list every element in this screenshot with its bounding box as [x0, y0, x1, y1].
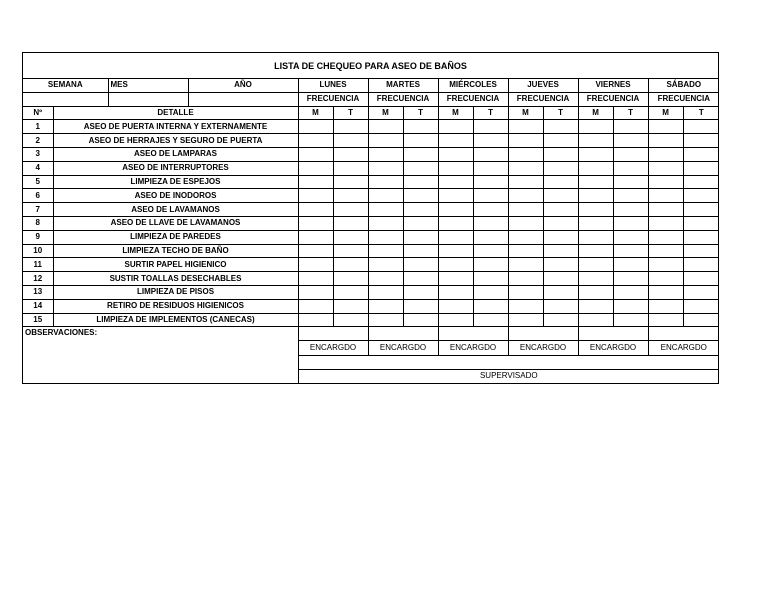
check-cell[interactable]: [613, 230, 648, 244]
check-cell[interactable]: [613, 203, 648, 217]
item-number: 9: [23, 230, 53, 244]
signature-cell[interactable]: [648, 327, 719, 341]
check-cell[interactable]: [543, 272, 578, 286]
check-cell[interactable]: [473, 134, 508, 148]
shift-m-header: M: [368, 106, 403, 120]
shift-m-header: M: [508, 106, 543, 120]
check-cell[interactable]: [578, 285, 613, 299]
check-cell[interactable]: [438, 244, 473, 258]
signature-cell[interactable]: [508, 327, 578, 341]
check-cell[interactable]: [578, 258, 613, 272]
check-cell[interactable]: [508, 161, 543, 175]
check-cell[interactable]: [438, 272, 473, 286]
check-cell[interactable]: [613, 285, 648, 299]
check-cell[interactable]: [333, 134, 368, 148]
encargado-label: ENCARGDO: [508, 341, 578, 356]
check-cell[interactable]: [438, 134, 473, 148]
check-cell[interactable]: [683, 189, 719, 203]
checklist-row: [23, 313, 719, 327]
check-cell[interactable]: [683, 244, 719, 258]
check-cell[interactable]: [578, 134, 613, 148]
check-cell[interactable]: [613, 258, 648, 272]
check-cell[interactable]: [543, 216, 578, 230]
check-cell[interactable]: [403, 216, 438, 230]
shift-m-header: M: [438, 106, 473, 120]
check-cell[interactable]: [438, 161, 473, 175]
check-cell[interactable]: [368, 216, 403, 230]
check-cell[interactable]: [578, 120, 613, 134]
check-cell[interactable]: [298, 203, 333, 217]
checklist-row: [23, 147, 719, 161]
check-cell[interactable]: [473, 147, 508, 161]
check-cell[interactable]: [333, 216, 368, 230]
encargado-label: ENCARGDO: [578, 341, 648, 356]
check-cell[interactable]: [543, 285, 578, 299]
check-cell[interactable]: [648, 120, 683, 134]
checklist-row: [23, 134, 719, 148]
item-number: 13: [23, 285, 53, 299]
check-cell[interactable]: [438, 258, 473, 272]
check-cell[interactable]: [613, 216, 648, 230]
check-cell[interactable]: [683, 175, 719, 189]
check-cell[interactable]: [508, 299, 543, 313]
check-cell[interactable]: [613, 134, 648, 148]
check-cell[interactable]: [368, 258, 403, 272]
check-cell[interactable]: [508, 147, 543, 161]
header-row-days: [23, 79, 719, 92]
check-cell[interactable]: [333, 120, 368, 134]
day-header-0: LUNES: [298, 79, 368, 92]
supervisor-signature-cell[interactable]: [298, 356, 719, 370]
checklist-sheet: [22, 52, 719, 384]
check-cell[interactable]: [438, 189, 473, 203]
shift-t-header: T: [613, 106, 648, 120]
check-cell[interactable]: [578, 216, 613, 230]
semana-label: SEMANA: [23, 79, 108, 92]
check-cell[interactable]: [648, 299, 683, 313]
check-cell[interactable]: [473, 258, 508, 272]
header-row-frecuencia: [23, 92, 719, 106]
check-cell[interactable]: [648, 258, 683, 272]
item-detalle: ASEO DE INTERRUPTORES: [53, 161, 298, 175]
item-number: 15: [23, 313, 53, 327]
checklist-row: [23, 230, 719, 244]
check-cell[interactable]: [368, 134, 403, 148]
item-number: 7: [23, 203, 53, 217]
check-cell[interactable]: [613, 175, 648, 189]
shift-m-header: M: [648, 106, 683, 120]
checklist-row: [23, 299, 719, 313]
check-cell[interactable]: [298, 134, 333, 148]
check-cell[interactable]: [473, 299, 508, 313]
frecuencia-label-3: FRECUENCIA: [508, 92, 578, 106]
check-cell[interactable]: [578, 230, 613, 244]
check-cell[interactable]: [508, 244, 543, 258]
check-cell[interactable]: [438, 285, 473, 299]
check-cell[interactable]: [368, 313, 403, 327]
check-cell[interactable]: [683, 313, 719, 327]
check-cell[interactable]: [473, 313, 508, 327]
check-cell[interactable]: [368, 120, 403, 134]
check-cell[interactable]: [508, 189, 543, 203]
footer-row-blank: [23, 327, 719, 341]
checklist-row: [23, 244, 719, 258]
check-cell[interactable]: [333, 285, 368, 299]
check-cell[interactable]: [368, 272, 403, 286]
item-detalle: ASEO DE HERRAJES Y SEGURO DE PUERTA: [53, 134, 298, 148]
check-cell[interactable]: [508, 134, 543, 148]
item-number: 5: [23, 175, 53, 189]
header-row-detalle: [23, 106, 719, 120]
check-cell[interactable]: [403, 134, 438, 148]
encargado-label: ENCARGDO: [438, 341, 508, 356]
check-cell[interactable]: [648, 272, 683, 286]
check-cell[interactable]: [648, 175, 683, 189]
check-cell[interactable]: [473, 120, 508, 134]
check-cell[interactable]: [333, 147, 368, 161]
check-cell[interactable]: [613, 189, 648, 203]
check-cell[interactable]: [298, 258, 333, 272]
check-cell[interactable]: [403, 313, 438, 327]
check-cell[interactable]: [403, 272, 438, 286]
check-cell[interactable]: [403, 120, 438, 134]
check-cell[interactable]: [298, 285, 333, 299]
check-cell[interactable]: [473, 216, 508, 230]
check-cell[interactable]: [298, 189, 333, 203]
check-cell[interactable]: [508, 120, 543, 134]
item-detalle: LIMPIEZA TECHO DE BAÑO: [53, 244, 298, 258]
check-cell[interactable]: [508, 272, 543, 286]
check-cell[interactable]: [368, 244, 403, 258]
check-cell[interactable]: [648, 285, 683, 299]
check-cell[interactable]: [508, 175, 543, 189]
check-cell[interactable]: [368, 147, 403, 161]
check-cell[interactable]: [543, 175, 578, 189]
checklist-row: [23, 272, 719, 286]
day-header-4: VIERNES: [578, 79, 648, 92]
check-cell[interactable]: [403, 175, 438, 189]
check-cell[interactable]: [368, 203, 403, 217]
item-number: 3: [23, 147, 53, 161]
check-cell[interactable]: [473, 285, 508, 299]
check-cell[interactable]: [508, 230, 543, 244]
check-cell[interactable]: [613, 244, 648, 258]
check-cell[interactable]: [438, 299, 473, 313]
check-cell[interactable]: [473, 272, 508, 286]
check-cell[interactable]: [403, 161, 438, 175]
shift-t-header: T: [473, 106, 508, 120]
check-cell[interactable]: [508, 203, 543, 217]
check-cell[interactable]: [298, 244, 333, 258]
item-detalle: LIMPIEZA DE ESPEJOS: [53, 175, 298, 189]
check-cell[interactable]: [543, 299, 578, 313]
check-cell[interactable]: [578, 175, 613, 189]
check-cell[interactable]: [683, 272, 719, 286]
check-cell[interactable]: [403, 258, 438, 272]
day-header-2: MIÉRCOLES: [438, 79, 508, 92]
frecuencia-label-0: FRECUENCIA: [298, 92, 368, 106]
check-cell[interactable]: [438, 230, 473, 244]
check-cell[interactable]: [648, 230, 683, 244]
check-cell[interactable]: [368, 230, 403, 244]
check-cell[interactable]: [543, 134, 578, 148]
check-cell[interactable]: [578, 313, 613, 327]
check-cell[interactable]: [333, 161, 368, 175]
check-cell[interactable]: [403, 147, 438, 161]
item-detalle: LIMPIEZA DE PAREDES: [53, 230, 298, 244]
check-cell[interactable]: [438, 175, 473, 189]
observaciones-label: OBSERVACIONES:: [23, 327, 298, 383]
check-cell[interactable]: [613, 299, 648, 313]
item-number: 11: [23, 258, 53, 272]
check-cell[interactable]: [683, 203, 719, 217]
check-cell[interactable]: [333, 244, 368, 258]
anio-value-cell[interactable]: [188, 92, 298, 106]
check-cell[interactable]: [683, 120, 719, 134]
check-cell[interactable]: [508, 313, 543, 327]
day-header-3: JUEVES: [508, 79, 578, 92]
check-cell[interactable]: [403, 230, 438, 244]
shift-m-header: M: [578, 106, 613, 120]
checklist-row: [23, 189, 719, 203]
check-cell[interactable]: [333, 272, 368, 286]
check-cell[interactable]: [403, 203, 438, 217]
supervisado-label: SUPERVISADO: [298, 369, 719, 382]
item-number: 1: [23, 120, 53, 134]
check-cell[interactable]: [403, 189, 438, 203]
detalle-header: DETALLE: [53, 106, 298, 120]
check-cell[interactable]: [333, 258, 368, 272]
check-cell[interactable]: [508, 258, 543, 272]
item-detalle: RETIRO DE RESIDUOS HIGIENICOS: [53, 299, 298, 313]
check-cell[interactable]: [578, 244, 613, 258]
checklist-row: [23, 161, 719, 175]
shift-t-header: T: [403, 106, 438, 120]
check-cell[interactable]: [438, 147, 473, 161]
check-cell[interactable]: [333, 203, 368, 217]
check-cell[interactable]: [683, 134, 719, 148]
check-cell[interactable]: [403, 244, 438, 258]
shift-t-header: T: [543, 106, 578, 120]
check-cell[interactable]: [298, 147, 333, 161]
check-cell[interactable]: [368, 189, 403, 203]
check-cell[interactable]: [368, 299, 403, 313]
item-detalle: ASEO DE LAVAMANOS: [53, 203, 298, 217]
frecuencia-label-2: FRECUENCIA: [438, 92, 508, 106]
check-cell[interactable]: [508, 285, 543, 299]
frecuencia-label-1: FRECUENCIA: [368, 92, 438, 106]
check-cell[interactable]: [368, 285, 403, 299]
check-cell[interactable]: [683, 258, 719, 272]
check-cell[interactable]: [473, 161, 508, 175]
check-cell[interactable]: [473, 230, 508, 244]
check-cell[interactable]: [543, 230, 578, 244]
item-detalle: ASEO DE LAMPARAS: [53, 147, 298, 161]
check-cell[interactable]: [438, 203, 473, 217]
check-cell[interactable]: [403, 285, 438, 299]
check-cell[interactable]: [473, 203, 508, 217]
check-cell[interactable]: [368, 161, 403, 175]
check-cell[interactable]: [613, 147, 648, 161]
check-cell[interactable]: [578, 299, 613, 313]
check-cell[interactable]: [333, 230, 368, 244]
check-cell[interactable]: [298, 216, 333, 230]
check-cell[interactable]: [333, 189, 368, 203]
item-number: 12: [23, 272, 53, 286]
check-cell[interactable]: [333, 299, 368, 313]
check-cell[interactable]: [683, 299, 719, 313]
check-cell[interactable]: [578, 147, 613, 161]
check-cell[interactable]: [648, 313, 683, 327]
check-cell[interactable]: [543, 244, 578, 258]
item-detalle: SUSTIR TOALLAS DESECHABLES: [53, 272, 298, 286]
check-cell[interactable]: [543, 161, 578, 175]
checklist-row: [23, 285, 719, 299]
checklist-row: [23, 258, 719, 272]
check-cell[interactable]: [298, 272, 333, 286]
item-number: 4: [23, 161, 53, 175]
check-cell[interactable]: [648, 161, 683, 175]
check-cell[interactable]: [578, 161, 613, 175]
check-cell[interactable]: [648, 134, 683, 148]
check-cell[interactable]: [683, 161, 719, 175]
anio-label: AÑO: [188, 79, 298, 92]
item-number: 2: [23, 134, 53, 148]
check-cell[interactable]: [473, 244, 508, 258]
checklist-table: [23, 79, 719, 383]
check-cell[interactable]: [403, 299, 438, 313]
day-header-1: MARTES: [368, 79, 438, 92]
check-cell[interactable]: [683, 216, 719, 230]
check-cell[interactable]: [543, 313, 578, 327]
check-cell[interactable]: [298, 161, 333, 175]
check-cell[interactable]: [298, 299, 333, 313]
check-cell[interactable]: [613, 120, 648, 134]
check-cell[interactable]: [473, 175, 508, 189]
item-detalle: LIMPIEZA DE PISOS: [53, 285, 298, 299]
encargado-label: ENCARGDO: [368, 341, 438, 356]
signature-cell[interactable]: [578, 327, 648, 341]
encargado-label: ENCARGDO: [648, 341, 719, 356]
check-cell[interactable]: [578, 203, 613, 217]
frecuencia-label-5: FRECUENCIA: [648, 92, 719, 106]
check-cell[interactable]: [613, 161, 648, 175]
item-number: 10: [23, 244, 53, 258]
check-cell[interactable]: [648, 147, 683, 161]
check-cell[interactable]: [543, 147, 578, 161]
check-cell[interactable]: [543, 203, 578, 217]
item-detalle: LIMPIEZA DE IMPLEMENTOS (CANECAS): [53, 313, 298, 327]
check-cell[interactable]: [578, 189, 613, 203]
check-cell[interactable]: [648, 244, 683, 258]
check-cell[interactable]: [508, 216, 543, 230]
item-detalle: ASEO DE LLAVE DE LAVAMANOS: [53, 216, 298, 230]
check-cell[interactable]: [683, 147, 719, 161]
check-cell[interactable]: [298, 175, 333, 189]
signature-cell[interactable]: [438, 327, 508, 341]
encargado-label: ENCARGDO: [298, 341, 368, 356]
mes-label: MES: [108, 79, 188, 92]
check-cell[interactable]: [543, 258, 578, 272]
mes-value-cell[interactable]: [108, 92, 188, 106]
item-number: 14: [23, 299, 53, 313]
item-number: 8: [23, 216, 53, 230]
check-cell[interactable]: [473, 189, 508, 203]
check-cell[interactable]: [298, 230, 333, 244]
check-cell[interactable]: [333, 313, 368, 327]
shift-t-header: T: [333, 106, 368, 120]
checklist-row: [23, 216, 719, 230]
check-cell[interactable]: [438, 216, 473, 230]
shift-m-header: M: [298, 106, 333, 120]
item-detalle: SURTIR PAPEL HIGIENICO: [53, 258, 298, 272]
item-detalle: ASEO DE PUERTA INTERNA Y EXTERNAMENTE: [53, 120, 298, 134]
num-header: Nº: [23, 106, 53, 120]
check-cell[interactable]: [648, 189, 683, 203]
checklist-row: [23, 203, 719, 217]
shift-t-header: T: [683, 106, 719, 120]
check-cell[interactable]: [648, 216, 683, 230]
signature-cell[interactable]: [368, 327, 438, 341]
day-header-5: SÁBADO: [648, 79, 719, 92]
check-cell[interactable]: [543, 120, 578, 134]
check-cell[interactable]: [543, 189, 578, 203]
check-cell[interactable]: [613, 272, 648, 286]
check-cell[interactable]: [578, 272, 613, 286]
check-cell[interactable]: [683, 285, 719, 299]
frecuencia-label-4: FRECUENCIA: [578, 92, 648, 106]
signature-cell[interactable]: [298, 327, 368, 341]
checklist-row: [23, 175, 719, 189]
check-cell[interactable]: [438, 313, 473, 327]
semana-value-cell[interactable]: [23, 92, 108, 106]
check-cell[interactable]: [368, 175, 403, 189]
check-cell[interactable]: [298, 120, 333, 134]
check-cell[interactable]: [613, 313, 648, 327]
check-cell[interactable]: [438, 120, 473, 134]
check-cell[interactable]: [298, 313, 333, 327]
check-cell[interactable]: [648, 203, 683, 217]
item-number: 6: [23, 189, 53, 203]
checklist-row: [23, 120, 719, 134]
item-detalle: ASEO DE INODOROS: [53, 189, 298, 203]
sheet-title: LISTA DE CHEQUEO PARA ASEO DE BAÑOS: [23, 53, 718, 79]
check-cell[interactable]: [683, 230, 719, 244]
check-cell[interactable]: [333, 175, 368, 189]
